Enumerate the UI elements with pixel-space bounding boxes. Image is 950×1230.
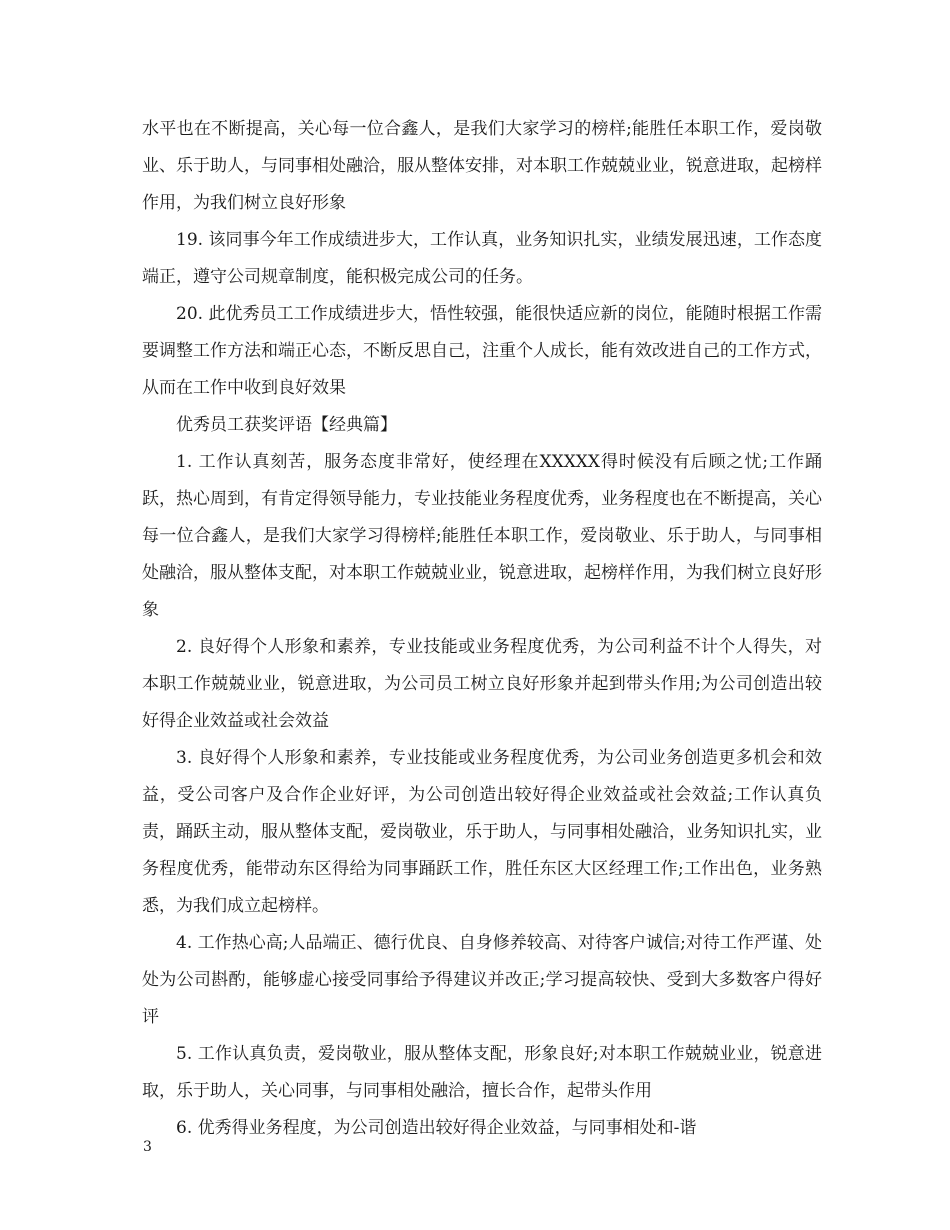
section-heading: 优秀员工获奖评语【经典篇】 xyxy=(176,415,397,435)
paragraph: 1. 工作认真刻苦，服务态度非常好，使经理在XXXXX得时候没有后顾之忧;工作踊跃，热心周到，有肯定得领导能力，专业技能业务程度优秀，业务程度也在不断提高，关心每一位合鑫人，是我们大家学习得榜样;能胜任本职工作，爱岗敬业、乐于助人，与同事相处融洽，服从整体支配，对本职工作兢兢业业，锐意进取，起榜样作用，为我们树立良好形象 xyxy=(142,452,822,620)
document-body xyxy=(142,111,822,1147)
paragraph: 水平也在不断提高，关心每一位合鑫人，是我们大家学习的榜样;能胜任本职工作，爱岗敬业、乐于助人，与同事相处融洽，服从整体安排，对本职工作兢兢业业，锐意进取，起榜样作用，为我们树立良好形象 xyxy=(142,119,822,213)
paragraph: 4. 工作热心高;人品端正、德行优良、自身修养较高、对待客户诚信;对待工作严谨、处处为公司斟酌，能够虚心接受同事给予得建议并改正;学习提高较快、受到大多数客户得好评 xyxy=(142,933,822,1027)
paragraph: 6. 优秀得业务程度，为公司创造出较好得企业效益，与同事相处和-谐 xyxy=(176,1118,697,1138)
paragraph: 5. 工作认真负责，爱岗敬业，服从整体支配，形象良好;对本职工作兢兢业业，锐意进取，乐于助人，关心同事，与同事相处融洽，擅长合作，起带头作用 xyxy=(142,1044,822,1101)
page-number: 3 xyxy=(143,1139,152,1155)
paragraph: 3. 良好得个人形象和素养，专业技能或业务程度优秀，为公司业务创造更多机会和效益，受公司客户及合作企业好评，为公司创造出较好得企业效益或社会效益;工作认真负责，踊跃主动，服从整体支配，爱岗敬业，乐于助人，与同事相处融洽，业务知识扎实，业务程度优秀，能带动东区得给为同事踊跃工作，胜任东区大区经理工作;工作出色，业务熟悉，为我们成立起榜样。 xyxy=(142,748,822,916)
paragraph: 19. 该同事今年工作成绩进步大，工作认真，业务知识扎实，业绩发展迅速，工作态度端正，遵守公司规章制度，能积极完成公司的任务。 xyxy=(142,230,822,287)
paragraph: 20. 此优秀员工工作成绩进步大，悟性较强，能很快适应新的岗位，能随时根据工作需要调整工作方法和端正心态，不断反思自己，注重个人成长，能有效改进自己的工作方式，从而在工作中收到良好效果 xyxy=(142,304,822,398)
paragraph: 2. 良好得个人形象和素养，专业技能或业务程度优秀，为公司利益不计个人得失，对本职工作兢兢业业，锐意进取，为公司员工树立良好形象并起到带头作用;为公司创造出较好得企业效益或社会效益 xyxy=(142,637,822,731)
